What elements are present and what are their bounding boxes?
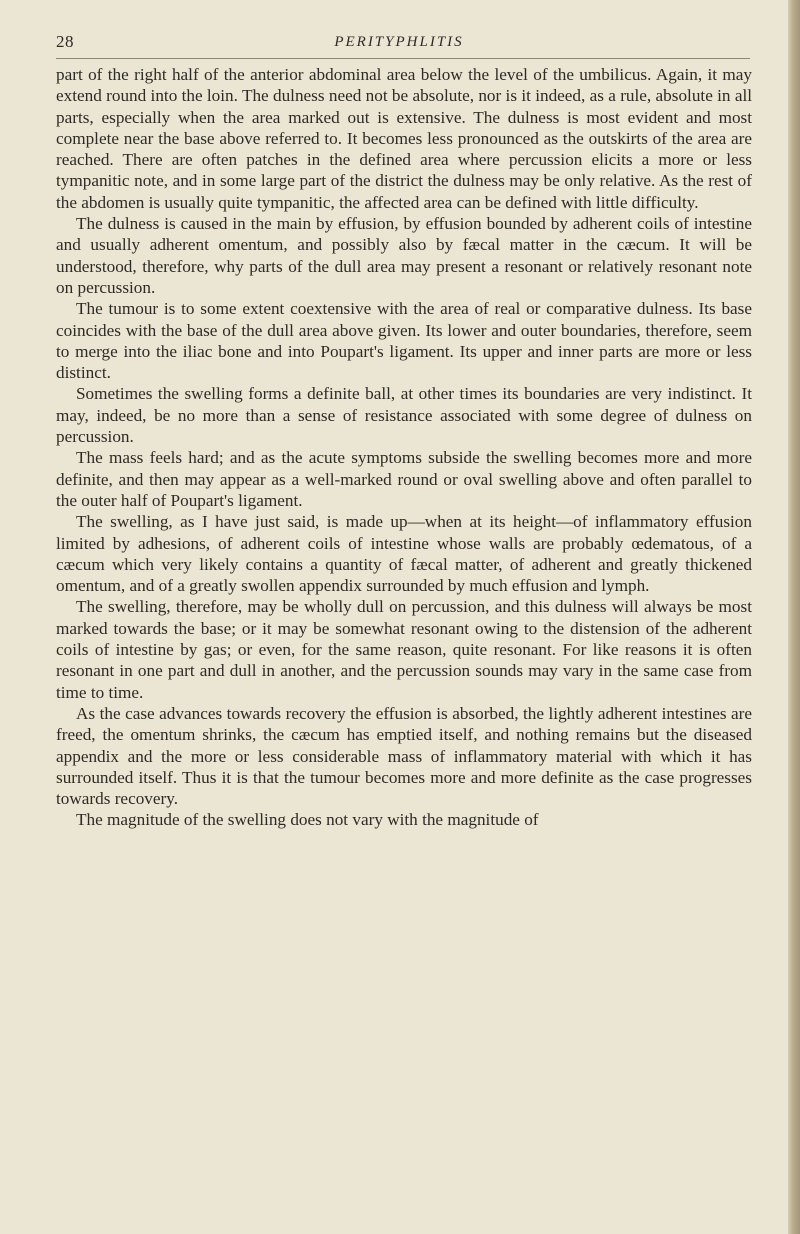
paragraph-1: part of the right half of the anterior abdominal area below the level of the umbilicus. Again, it may extend round into the loin. The dulness need not be absolute, nor is it indeed, as a rule, absolute in all parts, especially when the area marked out is extensive. The dulness is most evident and most complete near the base above referred to. It becomes less pronounced as the outskirts of the area are reached. There are often patches in the defined area where percussion elicits a more or less tympanitic note, and in some large part of the district the dulness may be only relative. As the rest of the abdomen is usually quite tympanitic, the affected area can be defined with little difficulty.	[56, 65, 752, 212]
header-rule	[56, 58, 750, 59]
page-number: 28	[56, 32, 74, 51]
paragraph-2: The dulness is caused in the main by effusion, by effusion bounded by adherent coils of intestine and usually adherent omentum, and possibly also by fæcal matter in the cæcum. It will be understood, therefore, why parts of the dull area may present a resonant or relatively resonant note on percussion.	[56, 214, 752, 297]
paragraph-3: The tumour is to some extent coextensive with the area of real or comparative dulness. Its base coincides with the base of the dull area above given. Its lower and outer boundaries, therefore, seem to merge into the iliac bone and into Poupart's ligament. Its upper and inner parts are more or less distinct.	[56, 299, 752, 383]
paragraph-7: The swelling, therefore, may be wholly dull on percussion, and this dulness will always be most marked towards the base; or it may be somewhat resonant owing to the distension of the adherent coils of intestine by gas; or even, for the same reason, quite resonant. For like reasons it is often resonant in one part and dull in another, and the percussion sounds may vary in the same case from time to time.	[56, 597, 752, 702]
page-edge	[788, 0, 800, 1234]
body-text	[56, 64, 752, 831]
paragraph-4: Sometimes the swelling forms a definite ball, at other times its boundaries are very indistinct. It may, indeed, be no more than a sense of resistance associated with some degree of dulness on percussion.	[56, 384, 752, 447]
paragraph-9: The magnitude of the swelling does not vary with the magnitude of	[76, 810, 539, 830]
running-head: PERITYPHLITIS	[334, 34, 464, 50]
paragraph-5: The mass feels hard; and as the acute symptoms subside the swelling becomes more and more definite, and then may appear as a well-marked round or oval swelling above and often parallel to the outer half of Poupart's ligament.	[56, 448, 752, 510]
paragraph-6: The swelling, as I have just said, is made up—when at its height—of inflammatory effusion limited by adhesions, of adherent coils of intestine whose walls are probably œdematous, of a cæcum which very likely contains a quantity of fæcal matter, of adherent and greatly thickened omentum, and of a greatly swollen appendix surrounded by much effusion and lymph.	[56, 512, 752, 596]
paragraph-8: As the case advances towards recovery the effusion is absorbed, the lightly adherent intestines are freed, the omentum shrinks, the cæcum has emptied itself, and nothing remains but the diseased appendix and the more or less considerable mass of inflammatory material with which it has surrounded itself. Thus it is that the tumour becomes more and more definite as the case progresses towards recovery.	[56, 703, 752, 809]
